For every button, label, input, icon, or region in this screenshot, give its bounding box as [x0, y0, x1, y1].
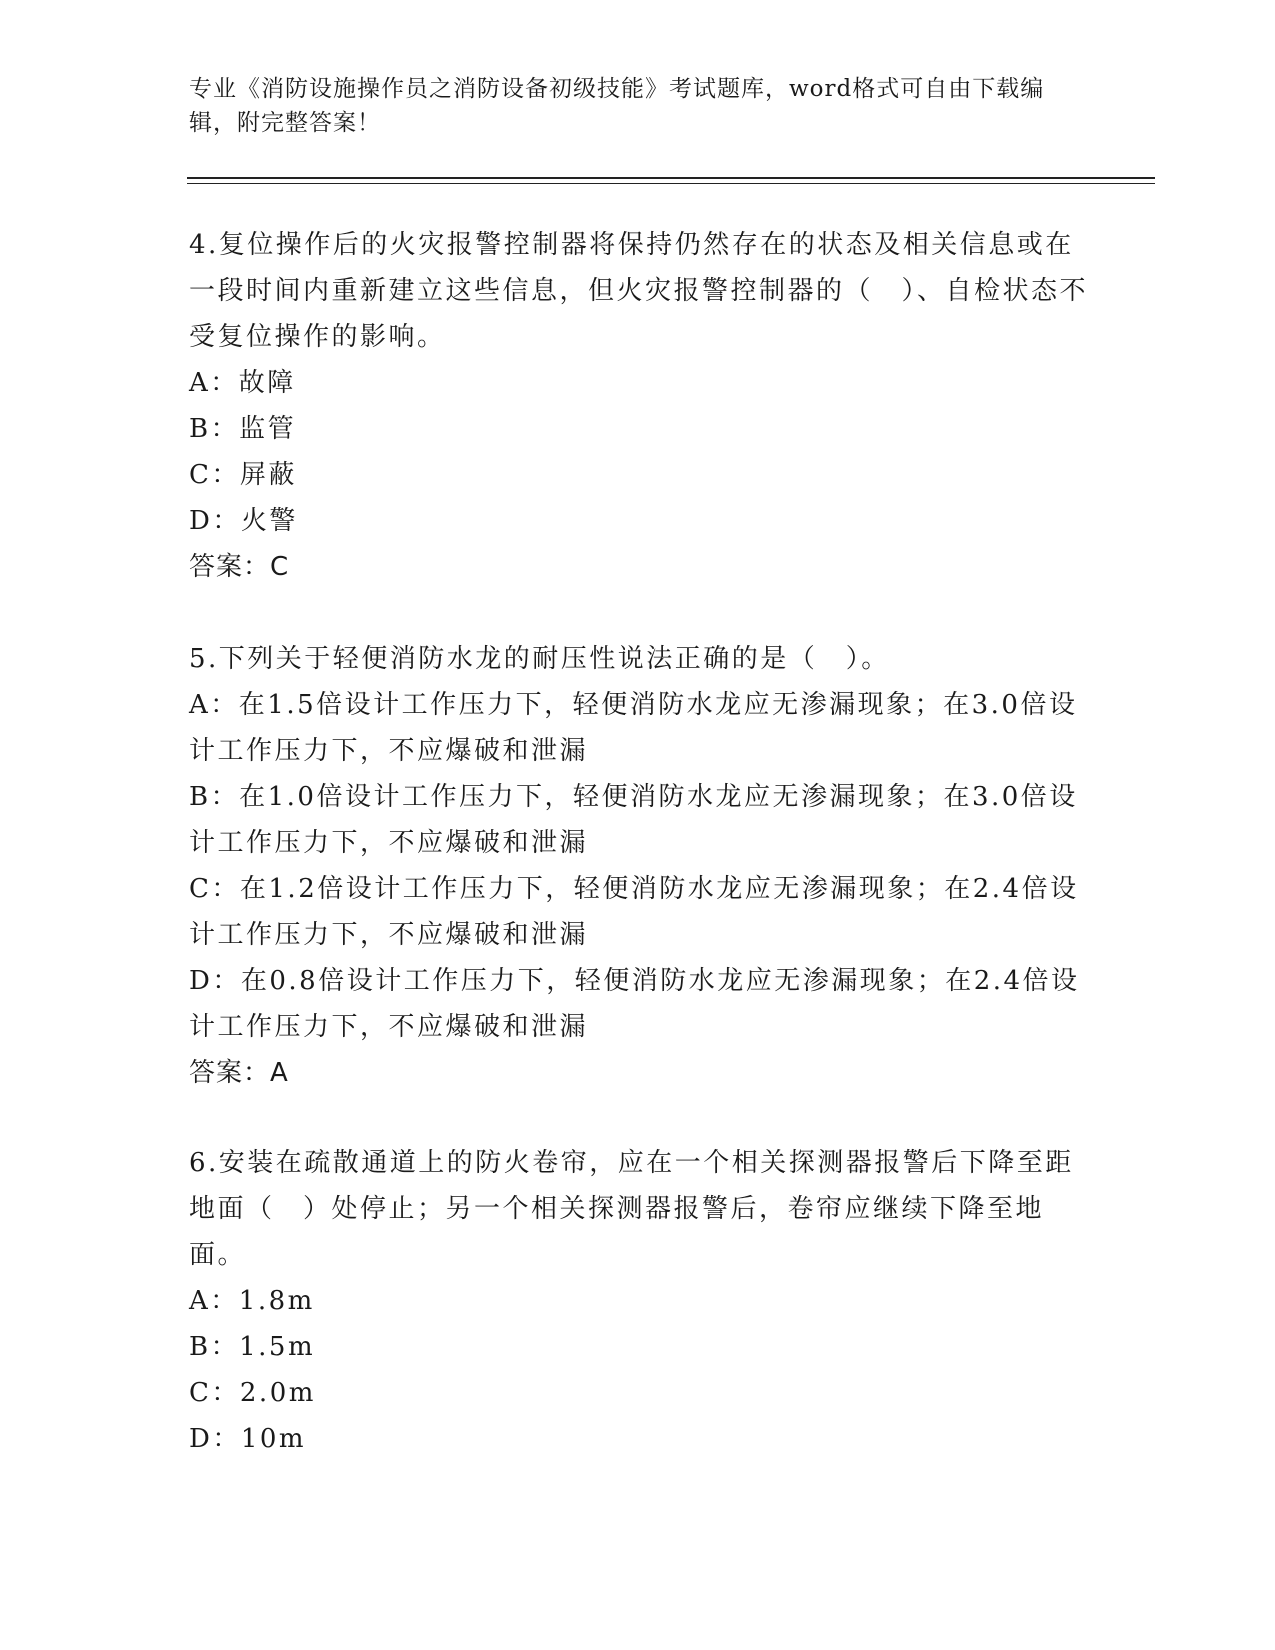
option-a: A：在1.5倍设计工作压力下，轻便消防水龙应无渗漏现象；在3.0倍设计工作压力下，不应爆破和泄漏 — [189, 690, 1078, 766]
document-header: 专业《消防设施操作员之消防设备初级技能》考试题库，word格式可自由下载编辑，附完整答案！ — [189, 76, 1045, 136]
question-text: 4.复位操作后的火灾报警控制器将保持仍然存在的状态及相关信息或在一段时间内重新建立这些信息，但火灾报警控制器的（ ）、自检状态不受复位操作的影响。 — [189, 230, 1089, 352]
option-b: B：监管 — [189, 414, 297, 444]
question-4 — [189, 222, 1089, 590]
option-d: D：在0.8倍设计工作压力下，轻便消防水龙应无渗漏现象；在2.4倍设计工作压力下，不应爆破和泄漏 — [189, 966, 1080, 1042]
option-c: C：2.0m — [189, 1378, 316, 1408]
header-divider-thin — [187, 183, 1155, 184]
option-c: C：在1.2倍设计工作压力下，轻便消防水龙应无渗漏现象；在2.4倍设计工作压力下，不应爆破和泄漏 — [189, 874, 1079, 950]
option-b: B：1.5m — [189, 1332, 316, 1362]
question-text: 6.安装在疏散通道上的防火卷帘，应在一个相关探测器报警后下降至距地面（ ）处停止；另一个相关探测器报警后，卷帘应继续下降至地面。 — [189, 1148, 1074, 1270]
option-d: D：火警 — [189, 506, 298, 536]
header-divider-thick — [187, 177, 1155, 179]
option-d: D：10m — [189, 1424, 307, 1454]
question-6 — [189, 1140, 1089, 1462]
option-a: A：故障 — [189, 368, 296, 398]
question-5 — [189, 636, 1089, 1096]
option-c: C：屏蔽 — [189, 460, 297, 490]
option-a: A：1.8m — [189, 1286, 315, 1316]
answer-label: 答案：C — [189, 552, 290, 582]
option-b: B：在1.0倍设计工作压力下，轻便消防水龙应无渗漏现象；在3.0倍设计工作压力下，不应爆破和泄漏 — [189, 782, 1078, 858]
question-text: 5.下列关于轻便消防水龙的耐压性说法正确的是（ ）。 — [189, 644, 890, 674]
answer-label: 答案：A — [189, 1058, 289, 1088]
